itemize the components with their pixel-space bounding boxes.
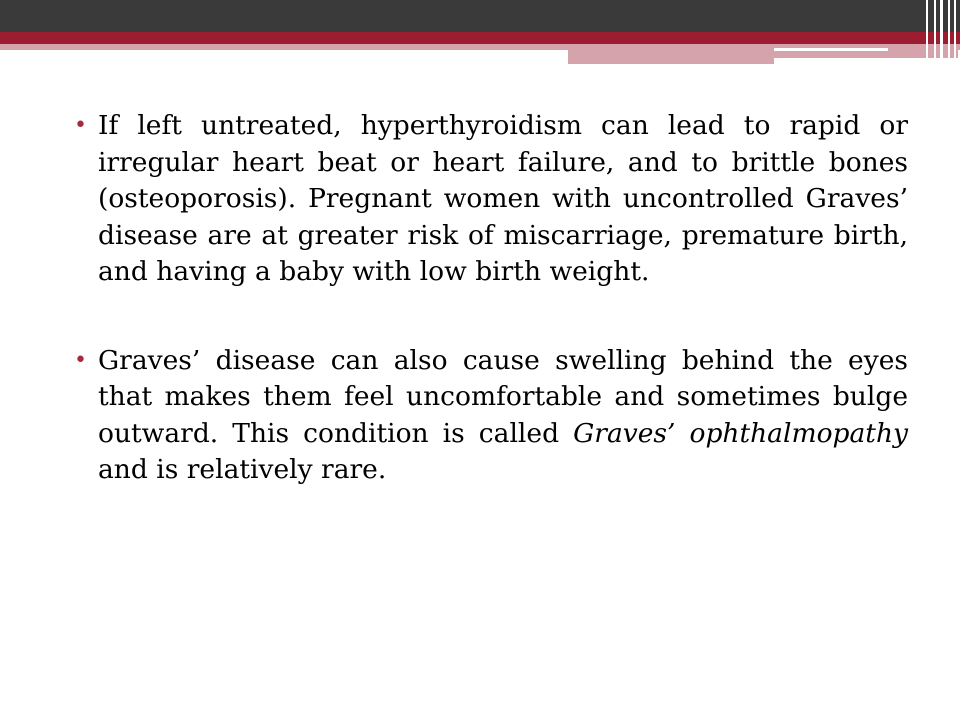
slide-content xyxy=(72,108,908,489)
header-stripes xyxy=(920,0,960,66)
bullet-text: If left untreated, hyperthyroidism can lead to rapid or irregular heart beat or heart failure, and to brittle bones (osteoporosis). Pregnant women with uncontrolled Graves’ disease are at greater risk of miscarriage, premature birth, and having a baby with low birth weight. xyxy=(98,110,908,287)
bullet-text: Graves’ disease can also cause swelling behind the eyes that makes them feel uncomfortable and sometimes bulge outward. This condition is called xyxy=(98,344,908,449)
bullet-item xyxy=(72,343,908,489)
bullet-text-end: and is relatively rare. xyxy=(98,454,387,485)
header-divider-line xyxy=(774,48,888,51)
header-tab xyxy=(568,50,958,58)
header-tab-step xyxy=(568,58,774,64)
header-bar xyxy=(0,0,960,32)
bullet-item xyxy=(72,108,908,291)
bullet-icon: • xyxy=(74,113,87,138)
bullet-icon: • xyxy=(74,347,87,373)
header-accent-band xyxy=(0,32,960,44)
bullet-text-emphasis: Graves’ ophthalmopathy xyxy=(573,417,908,449)
